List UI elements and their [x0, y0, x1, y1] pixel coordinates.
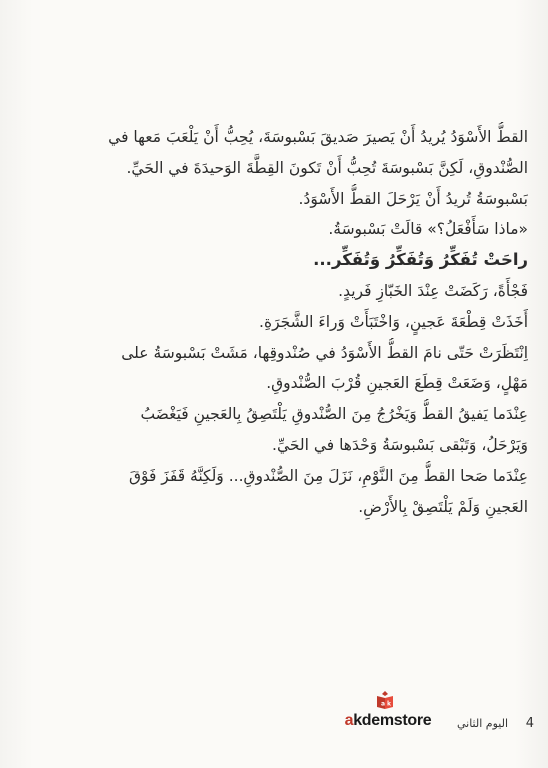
story-line-11: وَيَرْحَلُ، وَتَبْقى بَسْبوسَةُ وَحْدَها في الحَيِّ.: [272, 435, 528, 454]
brand-logo: [338, 690, 438, 736]
story-line-5: راحَتْ تُفَكِّرُ وَتُفَكِّرُ وَتُفَكِّر...: [313, 250, 528, 270]
page-number: 4: [525, 716, 534, 731]
svg-text:a: a: [381, 700, 386, 708]
brand-name-rest: kdemstore: [353, 712, 432, 729]
day-label: اليوم الثاني: [456, 717, 508, 730]
story-line-7: أَخَذَتْ قِطْعَةَ عَجينٍ، وَاخْتَبَأَتْ وَراءَ الشَّجَرَةِ.: [259, 312, 528, 331]
page-footer: [0, 690, 548, 740]
story-line-2: الصُّنْدوقِ، لَكِنَّ بَسْبوسَةَ تُحِبُّ أَنْ تَكونَ القِطَّةَ الوَحيدَةَ في الحَيِّ.: [126, 158, 528, 177]
story-line-6: فَجْأَةً، رَكَضَتْ عِنْدَ الخَبّازِ فَريدٍ.: [338, 281, 528, 300]
brand-name: [338, 712, 438, 730]
story-line-3: بَسْبوسَةُ تُريدُ أَنْ يَرْحَلَ القطُّ الأَسْوَدُ.: [298, 189, 528, 208]
story-line-4: «ماذا سَأَفْعَلُ؟» قالَتْ بَسْبوسَةُ.: [328, 220, 528, 239]
story-line-9: مَهْلٍ، وَضَعَتْ قِطَعَ العَجينِ قُرْبَ الصُّنْدوقِ.: [266, 374, 528, 393]
brand-name-accent: a: [344, 712, 354, 729]
svg-text:k: k: [387, 700, 391, 708]
story-line-10: عِنْدَما يَفيقُ القطُّ وَيَخْرُجُ مِنَ الصُّنْدوقِ يَلْتَصِقُ بِالعَجينِ فَيَغْضَبُ: [140, 405, 528, 424]
story-line-13: العَجينِ وَلَمْ يَلْتَصِقْ بِالأَرْضِ.: [358, 497, 528, 516]
story-line-12: عِنْدَما صَحا القطُّ مِنَ النَّوْمِ، نَزَلَ مِنَ الصُّنْدوقِ... وَلَكِنَّهُ قَفَزَ فَوْقَ: [128, 466, 528, 485]
story-line-1: القطُّ الأَسْوَدُ يُريدُ أَنْ يَصيرَ صَديقَ بَسْبوسَةَ، يُحِبُّ أَنْ يَلْعَبَ مَعها في: [108, 128, 528, 146]
story-text: [30, 122, 528, 522]
book-logo-icon: [375, 690, 395, 710]
story-line-8: اِنْتَظَرَتْ حَتّى نامَ القطُّ الأَسْوَدُ في صُنْدوقِها، مَشَتْ بَسْبوسَةُ على: [121, 343, 528, 362]
